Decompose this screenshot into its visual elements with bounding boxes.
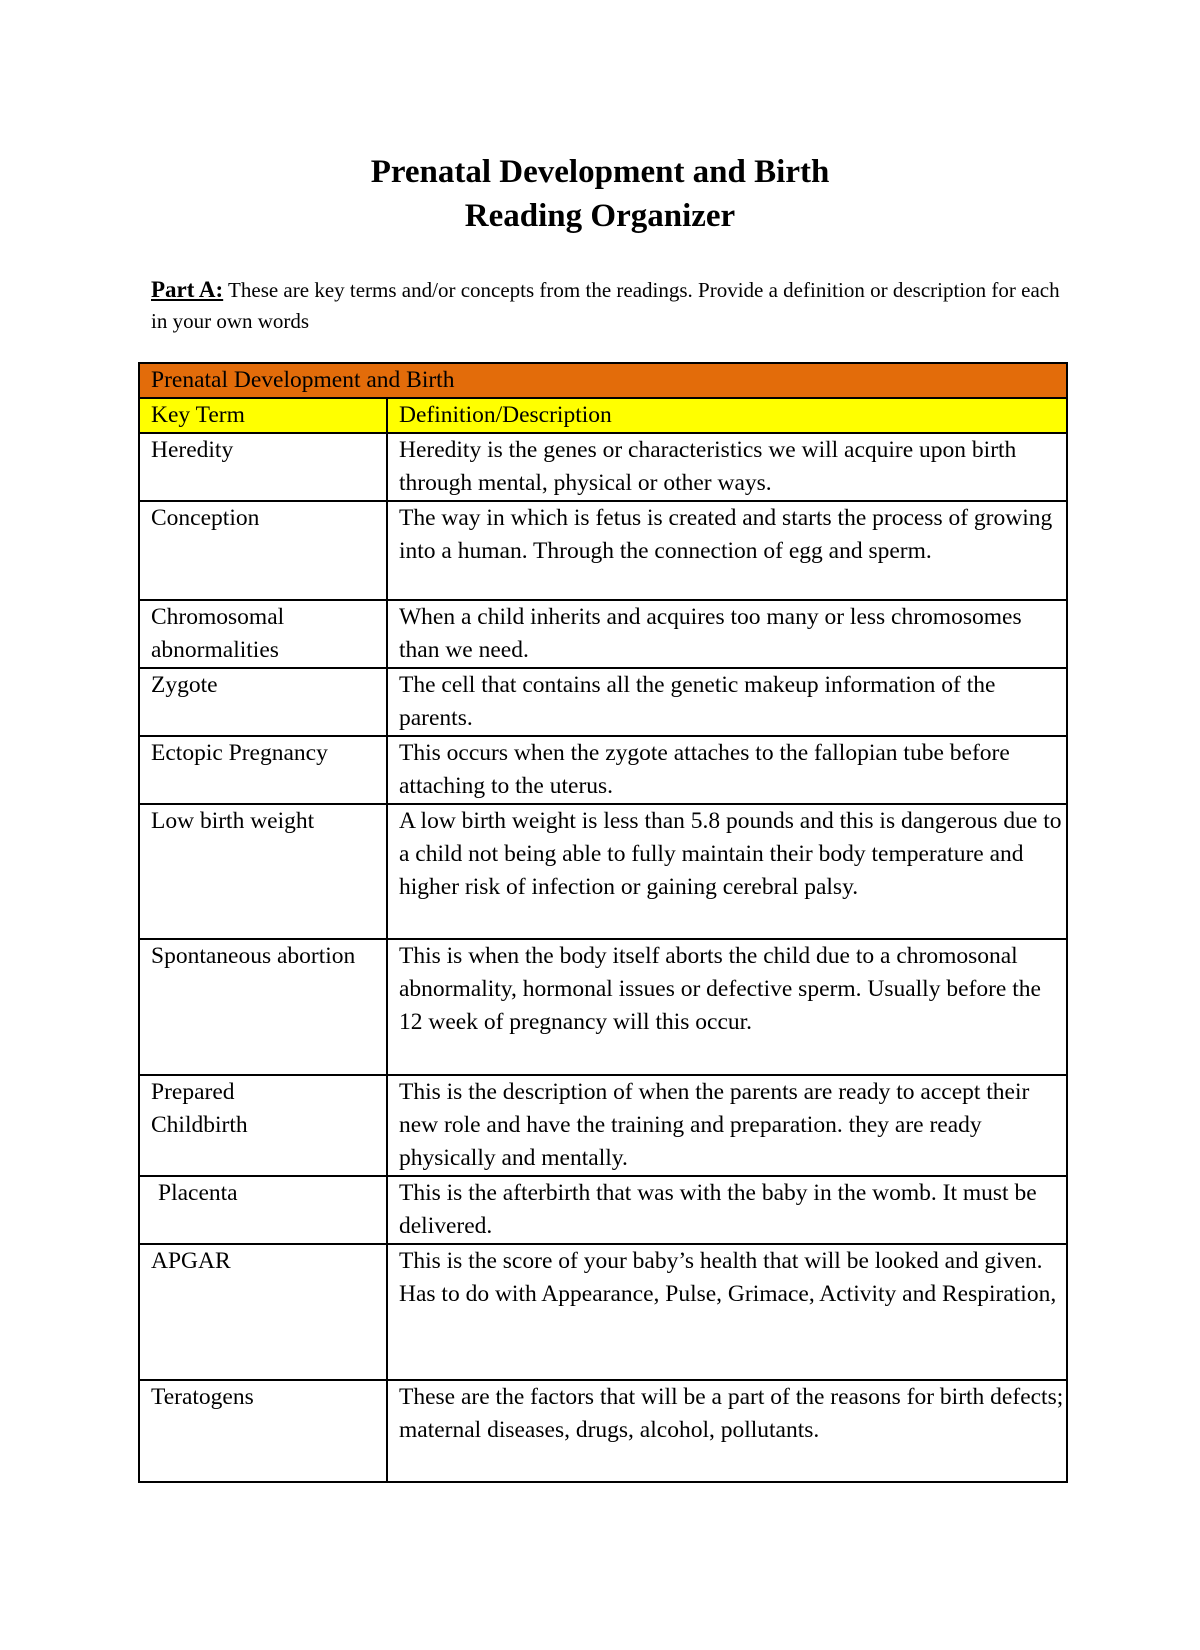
- table-row: [139, 804, 1067, 939]
- definition-cell: This is the description of when the parents are ready to accept their new role and have the training and preparation. they are ready physically and mentally.: [387, 1075, 1067, 1176]
- term-cell: Prepared Childbirth: [139, 1075, 387, 1176]
- section-header-row: [139, 363, 1067, 398]
- table-row: [139, 501, 1067, 600]
- definition-cell: This is the afterbirth that was with the baby in the womb. It must be delivered.: [387, 1176, 1067, 1244]
- table-row: [139, 1244, 1067, 1380]
- column-header-term: Key Term: [139, 398, 387, 433]
- term-cell: Low birth weight: [139, 804, 387, 939]
- table-row: [139, 939, 1067, 1075]
- term-cell: Conception: [139, 501, 387, 600]
- table-row: [139, 736, 1067, 804]
- definition-cell: A low birth weight is less than 5.8 pounds and this is dangerous due to a child not being able to fully maintain their body temperature and higher risk of infection or gaining cerebral palsy.: [387, 804, 1067, 939]
- table-row: [139, 600, 1067, 668]
- section-title: Prenatal Development and Birth: [139, 363, 1067, 398]
- term-cell: Teratogens: [139, 1380, 387, 1482]
- definition-cell: This is when the body itself aborts the child due to a chromosonal abnormality, hormonal issues or defective sperm. Usually before the 12 week of pregnancy will this occur.: [387, 939, 1067, 1075]
- definition-cell: This is the score of your baby’s health that will be looked and given. Has to do with Appearance, Pulse, Grimace, Activity and Respiration,: [387, 1244, 1067, 1380]
- term-cell: Spontaneous abortion: [139, 939, 387, 1075]
- part-label: Part A:: [151, 277, 224, 302]
- term-cell: APGAR: [139, 1244, 387, 1380]
- page-title: [0, 150, 1200, 238]
- term-cell: Heredity: [139, 433, 387, 501]
- term-cell: Chromosomal abnormalities: [139, 600, 387, 668]
- table-row: [139, 1380, 1067, 1482]
- definition-cell: When a child inherits and acquires too many or less chromosomes than we need.: [387, 600, 1067, 668]
- table-row: [139, 1075, 1067, 1176]
- table-row: [139, 1176, 1067, 1244]
- definition-cell: Heredity is the genes or characteristics we will acquire upon birth through mental, physical or other ways.: [387, 433, 1067, 501]
- definition-cell: The way in which is fetus is created and starts the process of growing into a human. Through the connection of egg and sperm.: [387, 501, 1067, 600]
- table-row: [139, 668, 1067, 736]
- term-cell: Placenta: [139, 1176, 387, 1244]
- instructions-text: These are key terms and/or concepts from the readings. Provide a definition or description for each in your own words: [151, 278, 1060, 333]
- organizer-table: [138, 362, 1068, 1483]
- term-cell: Ectopic Pregnancy: [139, 736, 387, 804]
- definition-cell: This occurs when the zygote attaches to the fallopian tube before attaching to the uterus.: [387, 736, 1067, 804]
- definition-cell: The cell that contains all the genetic makeup information of the parents.: [387, 668, 1067, 736]
- instructions: [151, 274, 1061, 337]
- definition-cell: These are the factors that will be a part of the reasons for birth defects; maternal diseases, drugs, alcohol, pollutants.: [387, 1380, 1067, 1482]
- column-header-row: [139, 398, 1067, 433]
- title-line-1: Prenatal Development and Birth: [370, 154, 830, 190]
- table-row: [139, 433, 1067, 501]
- column-header-definition: Definition/Description: [387, 398, 1067, 433]
- title-line-2: Reading Organizer: [464, 198, 736, 234]
- term-cell: Zygote: [139, 668, 387, 736]
